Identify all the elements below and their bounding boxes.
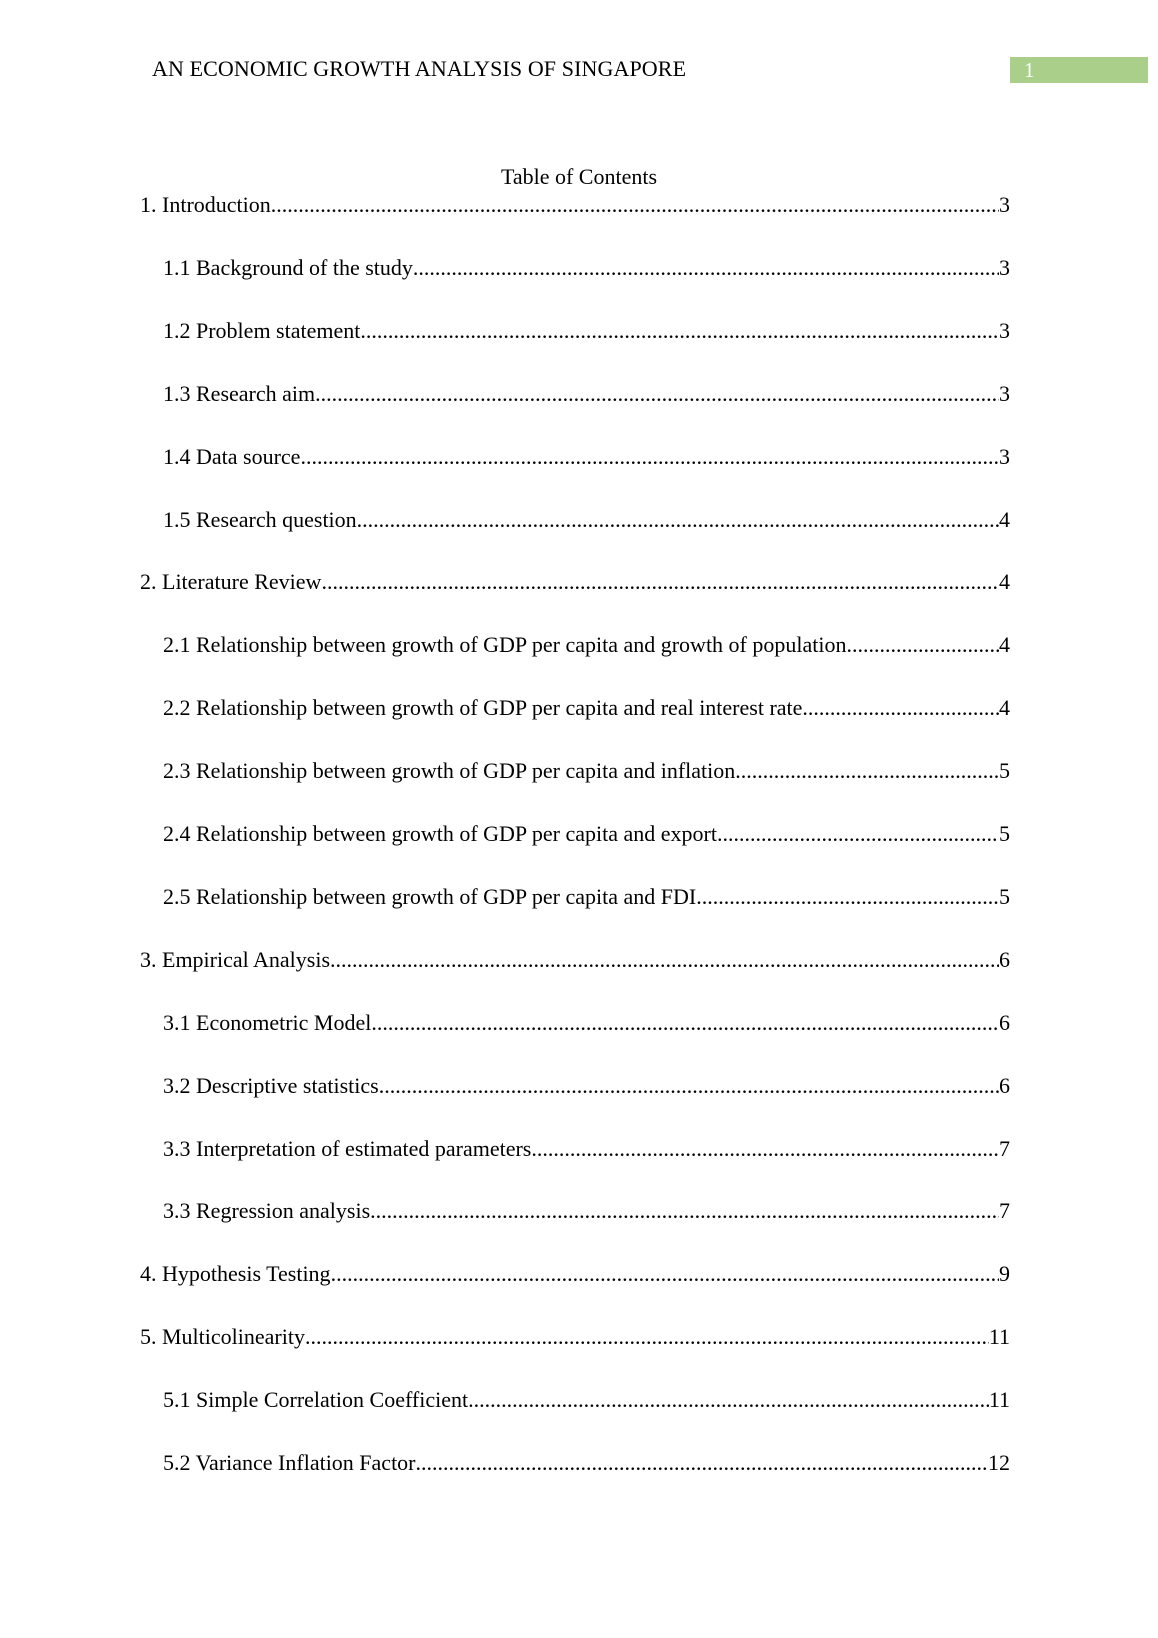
toc-entry-page-number: 5 bbox=[999, 758, 1010, 784]
toc-entry-label: 2.3 Relationship between growth of GDP per capita and inflation bbox=[163, 758, 736, 784]
toc-entry-label: 2.1 Relationship between growth of GDP per capita and growth of population bbox=[163, 632, 847, 658]
toc-entry-page-number: 4 bbox=[999, 695, 1010, 721]
toc-entry-page-number: 3 bbox=[999, 192, 1010, 217]
toc-dot-leader bbox=[735, 756, 999, 786]
toc-dot-leader bbox=[696, 882, 999, 912]
toc-entry-page-number: 3 bbox=[999, 380, 1010, 406]
toc-entry[interactable] bbox=[163, 756, 1010, 786]
toc-dot-leader bbox=[321, 567, 999, 597]
toc-entry[interactable] bbox=[163, 316, 1010, 346]
toc-entry-page-number: 3 bbox=[999, 317, 1010, 343]
toc-entry-page-number: 12 bbox=[988, 1450, 1010, 1475]
toc-entry-page-number: 6 bbox=[999, 1072, 1010, 1098]
toc-entry-label: 4. Hypothesis Testing bbox=[140, 1261, 331, 1287]
toc-entry-label: 1. Introduction bbox=[140, 192, 271, 217]
toc-entry-page-number: 3 bbox=[999, 443, 1010, 469]
toc-entry-label: 1.2 Problem statement bbox=[163, 317, 361, 343]
toc-dot-leader bbox=[331, 1259, 999, 1289]
toc-entry[interactable] bbox=[163, 1385, 1010, 1415]
toc-entry-label: 5.1 Simple Correlation Coefficient bbox=[163, 1387, 469, 1413]
toc-entry[interactable] bbox=[140, 1259, 1010, 1289]
toc-entry-page-number: 7 bbox=[999, 1198, 1010, 1224]
toc-entry-page-number: 3 bbox=[999, 254, 1010, 280]
toc-entry-page-number: 4 bbox=[999, 632, 1010, 658]
toc-dot-leader bbox=[315, 379, 999, 409]
toc-entry-page-number: 4 bbox=[999, 506, 1010, 532]
toc-dot-leader bbox=[371, 1008, 999, 1038]
toc-dot-leader bbox=[379, 1071, 999, 1101]
toc-dot-leader bbox=[846, 630, 999, 660]
toc-entry-page-number: 5 bbox=[999, 821, 1010, 846]
toc-entry[interactable] bbox=[163, 819, 1010, 849]
toc-dot-leader bbox=[305, 1322, 989, 1352]
toc-entry-label: 3.1 Econometric Model bbox=[163, 1009, 372, 1035]
toc-entry-label: 1.4 Data source bbox=[163, 443, 301, 469]
toc-entry-page-number: 6 bbox=[999, 946, 1010, 972]
toc-heading: Table of Contents bbox=[500, 164, 658, 189]
toc-entry[interactable] bbox=[163, 1448, 1010, 1478]
toc-dot-leader bbox=[330, 945, 999, 975]
toc-entry-page-number: 4 bbox=[999, 569, 1010, 595]
toc-entry-page-number: 5 bbox=[999, 883, 1010, 909]
toc-entry-label: 2.5 Relationship between growth of GDP per capita and FDI bbox=[163, 883, 697, 909]
toc-dot-leader bbox=[370, 1196, 999, 1226]
toc-dot-leader bbox=[802, 693, 999, 723]
toc-entry[interactable] bbox=[163, 1134, 1010, 1164]
toc-entry[interactable] bbox=[163, 882, 1010, 912]
toc-dot-leader bbox=[416, 1448, 988, 1478]
running-header-title: AN ECONOMIC GROWTH ANALYSIS OF SINGAPORE bbox=[152, 56, 687, 81]
toc-dot-leader bbox=[357, 505, 999, 535]
toc-entry[interactable] bbox=[163, 442, 1010, 472]
toc-entry-page-number: 11 bbox=[988, 1324, 1010, 1350]
toc-entry-label: 1.1 Background of the study bbox=[163, 254, 413, 280]
toc-entry[interactable] bbox=[163, 253, 1010, 283]
toc-entry-page-number: 6 bbox=[999, 1009, 1010, 1035]
toc-entry-page-number: 7 bbox=[999, 1135, 1010, 1161]
toc-entry-label: 5.2 Variance Inflation Factor bbox=[163, 1450, 416, 1475]
toc-dot-leader bbox=[413, 253, 999, 283]
toc-entry[interactable] bbox=[140, 190, 1010, 220]
toc-dot-leader bbox=[271, 190, 999, 220]
toc-entry-label: 5. Multicolinearity bbox=[140, 1324, 305, 1350]
toc-entry[interactable] bbox=[163, 693, 1010, 723]
toc-entry-label: 1.5 Research question bbox=[163, 506, 357, 532]
page-number-badge: 1 bbox=[1010, 57, 1148, 83]
toc-entry[interactable] bbox=[140, 1322, 1010, 1352]
toc-entry-label: 2.4 Relationship between growth of GDP per capita and export bbox=[163, 821, 717, 846]
toc-dot-leader bbox=[360, 316, 999, 346]
toc-dot-leader bbox=[717, 819, 999, 849]
toc-entry[interactable] bbox=[163, 1196, 1010, 1226]
toc-entry[interactable] bbox=[140, 567, 1010, 597]
toc-entry-label: 1.3 Research aim bbox=[163, 380, 316, 406]
toc-entry[interactable] bbox=[163, 505, 1010, 535]
toc-dot-leader bbox=[531, 1134, 999, 1164]
toc-entry-label: 3. Empirical Analysis bbox=[140, 946, 331, 972]
toc-entry[interactable] bbox=[163, 630, 1010, 660]
toc-entry-label: 3.3 Regression analysis bbox=[163, 1198, 371, 1224]
toc-dot-leader bbox=[468, 1385, 989, 1415]
toc-entry-label: 2.2 Relationship between growth of GDP per capita and real interest rate bbox=[163, 695, 803, 721]
toc-entry-page-number: 11 bbox=[988, 1387, 1010, 1413]
toc-entry[interactable] bbox=[163, 1008, 1010, 1038]
toc-entry[interactable] bbox=[163, 1071, 1010, 1101]
toc-entry[interactable] bbox=[140, 945, 1010, 975]
toc-dot-leader bbox=[300, 442, 999, 472]
toc-entry-page-number: 9 bbox=[999, 1261, 1010, 1287]
toc-entry-label: 3.2 Descriptive statistics bbox=[163, 1072, 379, 1098]
toc-entry-label: 3.3 Interpretation of estimated parameters bbox=[163, 1135, 532, 1161]
toc-entry[interactable] bbox=[163, 379, 1010, 409]
toc-entry-label: 2. Literature Review bbox=[140, 569, 322, 595]
